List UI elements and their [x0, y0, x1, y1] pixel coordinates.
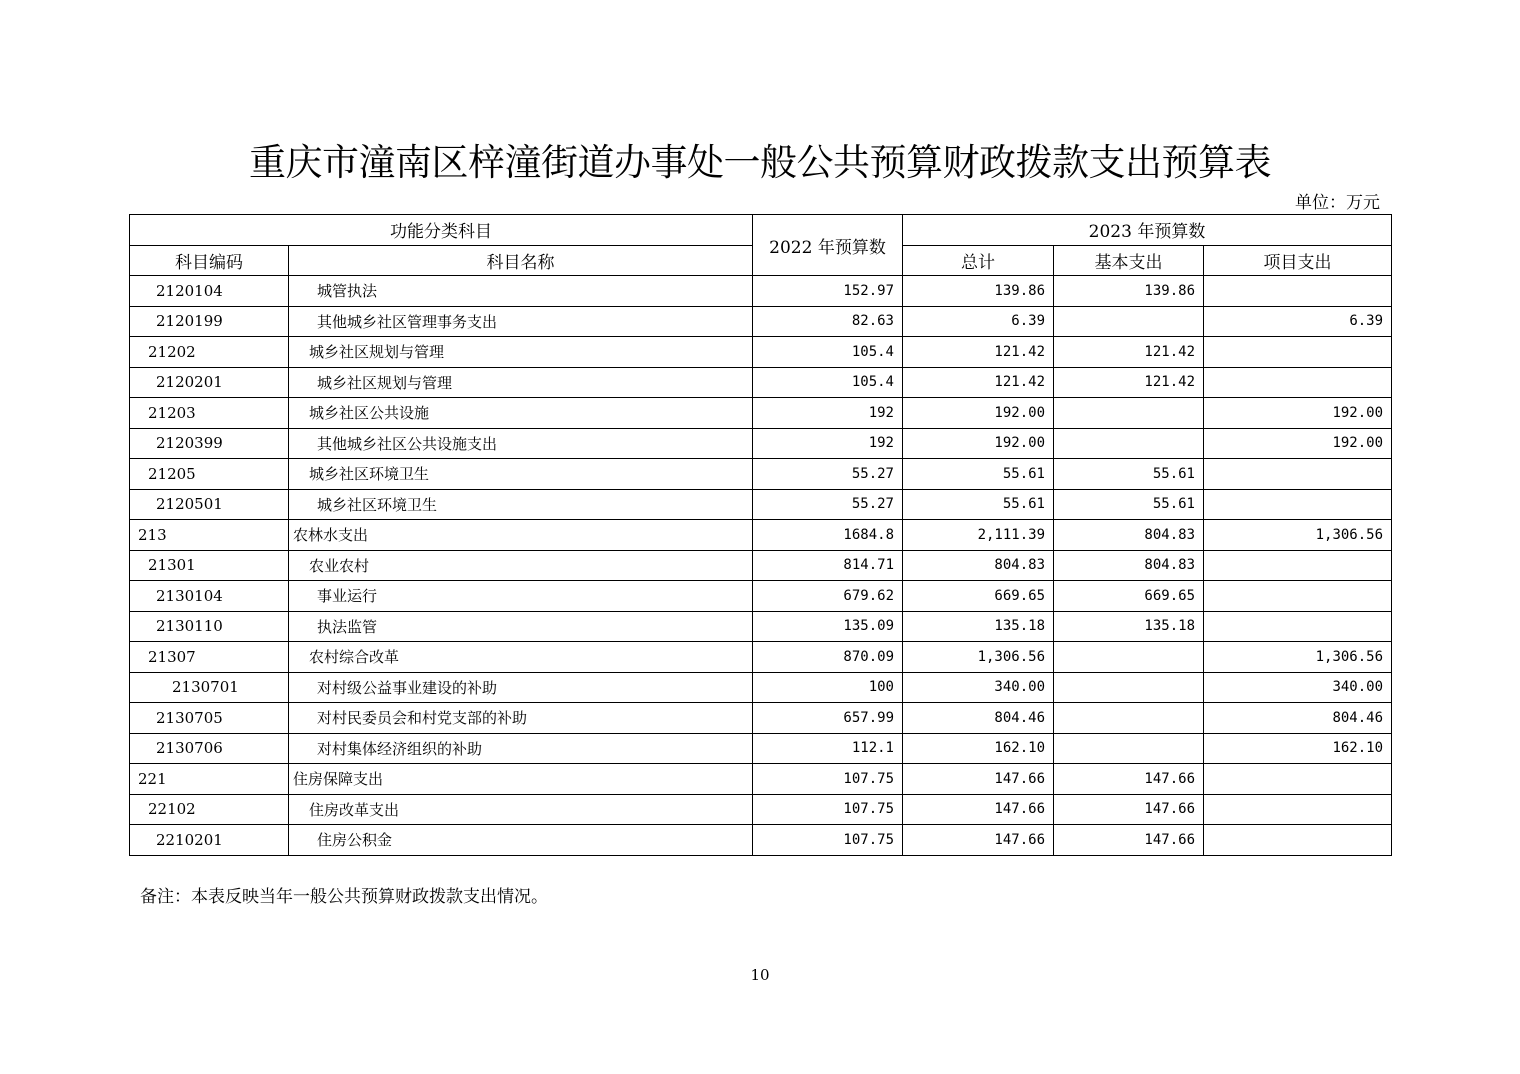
- header-project: 项目支出: [1204, 245, 1392, 276]
- basic-cell: 139.86: [1054, 276, 1204, 307]
- project-cell: [1204, 825, 1392, 856]
- basic-cell: [1054, 428, 1204, 459]
- header-2022-budget: 2022 年预算数: [753, 215, 903, 276]
- code-cell: 21307: [130, 642, 289, 673]
- basic-cell: [1054, 642, 1204, 673]
- total-cell: 2,111.39: [903, 520, 1054, 551]
- name-cell: 对村民委员会和村党支部的补助: [289, 703, 753, 734]
- basic-cell: [1054, 398, 1204, 429]
- total-cell: 340.00: [903, 672, 1054, 703]
- basic-cell: 121.42: [1054, 367, 1204, 398]
- budget-2022-cell: 105.4: [753, 367, 903, 398]
- project-cell: 340.00: [1204, 672, 1392, 703]
- name-cell: 其他城乡社区公共设施支出: [289, 428, 753, 459]
- budget-2022-cell: 135.09: [753, 611, 903, 642]
- table-row: [130, 337, 1392, 368]
- project-cell: [1204, 794, 1392, 825]
- budget-2022-cell: 192: [753, 428, 903, 459]
- code-cell: 2210201: [130, 825, 289, 856]
- budget-2022-cell: 192: [753, 398, 903, 429]
- budget-2022-cell: 107.75: [753, 825, 903, 856]
- code-cell: 21203: [130, 398, 289, 429]
- table-row: [130, 642, 1392, 673]
- unit-label: 单位：万元: [1295, 193, 1380, 213]
- project-cell: [1204, 550, 1392, 581]
- budget-2022-cell: 679.62: [753, 581, 903, 612]
- footnote: 备注：本表反映当年一般公共预算财政拨款支出情况。: [140, 887, 548, 907]
- table-row: [130, 550, 1392, 581]
- total-cell: 1,306.56: [903, 642, 1054, 673]
- total-cell: 135.18: [903, 611, 1054, 642]
- name-cell: 城乡社区规划与管理: [289, 337, 753, 368]
- table-row: [130, 611, 1392, 642]
- budget-2022-cell: 55.27: [753, 489, 903, 520]
- budget-2022-cell: 870.09: [753, 642, 903, 673]
- name-cell: 事业运行: [289, 581, 753, 612]
- table-row: [130, 733, 1392, 764]
- table-row: [130, 306, 1392, 337]
- total-cell: 804.46: [903, 703, 1054, 734]
- table-row: [130, 489, 1392, 520]
- total-cell: 669.65: [903, 581, 1054, 612]
- total-cell: 55.61: [903, 489, 1054, 520]
- header-2023-budget: 2023 年预算数: [903, 215, 1392, 246]
- name-cell: 执法监管: [289, 611, 753, 642]
- budget-2022-cell: 107.75: [753, 794, 903, 825]
- basic-cell: 804.83: [1054, 550, 1204, 581]
- code-cell: 21202: [130, 337, 289, 368]
- total-cell: 147.66: [903, 825, 1054, 856]
- budget-2022-cell: 1684.8: [753, 520, 903, 551]
- project-cell: [1204, 367, 1392, 398]
- table-row: [130, 398, 1392, 429]
- basic-cell: 147.66: [1054, 825, 1204, 856]
- budget-table: [129, 214, 1392, 856]
- project-cell: 162.10: [1204, 733, 1392, 764]
- total-cell: 121.42: [903, 367, 1054, 398]
- basic-cell: [1054, 306, 1204, 337]
- project-cell: 804.46: [1204, 703, 1392, 734]
- name-cell: 住房改革支出: [289, 794, 753, 825]
- header-total: 总计: [903, 245, 1054, 276]
- total-cell: 139.86: [903, 276, 1054, 307]
- budget-2022-cell: 152.97: [753, 276, 903, 307]
- basic-cell: [1054, 672, 1204, 703]
- project-cell: [1204, 581, 1392, 612]
- code-cell: 213: [130, 520, 289, 551]
- basic-cell: 147.66: [1054, 794, 1204, 825]
- name-cell: 农业农村: [289, 550, 753, 581]
- total-cell: 192.00: [903, 398, 1054, 429]
- basic-cell: [1054, 703, 1204, 734]
- project-cell: 192.00: [1204, 428, 1392, 459]
- budget-2022-cell: 55.27: [753, 459, 903, 490]
- table-body: [130, 276, 1392, 856]
- header-code: 科目编码: [130, 245, 289, 276]
- name-cell: 对村级公益事业建设的补助: [289, 672, 753, 703]
- code-cell: 22102: [130, 794, 289, 825]
- code-cell: 221: [130, 764, 289, 795]
- header-function-group: 功能分类科目: [130, 215, 753, 246]
- name-cell: 城乡社区环境卫生: [289, 459, 753, 490]
- total-cell: 192.00: [903, 428, 1054, 459]
- code-cell: 2130705: [130, 703, 289, 734]
- budget-2022-cell: 100: [753, 672, 903, 703]
- table-row: [130, 581, 1392, 612]
- name-cell: 城乡社区规划与管理: [289, 367, 753, 398]
- total-cell: 55.61: [903, 459, 1054, 490]
- page-title: 重庆市潼南区梓潼街道办事处一般公共预算财政拨款支出预算表: [249, 141, 1271, 184]
- basic-cell: 804.83: [1054, 520, 1204, 551]
- basic-cell: 135.18: [1054, 611, 1204, 642]
- basic-cell: 55.61: [1054, 489, 1204, 520]
- name-cell: 农林水支出: [289, 520, 753, 551]
- code-cell: 2130110: [130, 611, 289, 642]
- total-cell: 121.42: [903, 337, 1054, 368]
- basic-cell: 669.65: [1054, 581, 1204, 612]
- total-cell: 6.39: [903, 306, 1054, 337]
- name-cell: 城管执法: [289, 276, 753, 307]
- page-number: 10: [750, 966, 770, 984]
- code-cell: 21301: [130, 550, 289, 581]
- code-cell: 2120104: [130, 276, 289, 307]
- budget-2022-cell: 657.99: [753, 703, 903, 734]
- code-cell: 2130104: [130, 581, 289, 612]
- basic-cell: 147.66: [1054, 764, 1204, 795]
- table-row: [130, 459, 1392, 490]
- total-cell: 147.66: [903, 764, 1054, 795]
- code-cell: 2120199: [130, 306, 289, 337]
- basic-cell: 55.61: [1054, 459, 1204, 490]
- code-cell: 21205: [130, 459, 289, 490]
- name-cell: 其他城乡社区管理事务支出: [289, 306, 753, 337]
- project-cell: [1204, 764, 1392, 795]
- project-cell: [1204, 459, 1392, 490]
- project-cell: 1,306.56: [1204, 520, 1392, 551]
- basic-cell: [1054, 733, 1204, 764]
- table-row: [130, 428, 1392, 459]
- code-cell: 2120399: [130, 428, 289, 459]
- total-cell: 162.10: [903, 733, 1054, 764]
- name-cell: 对村集体经济组织的补助: [289, 733, 753, 764]
- name-cell: 住房公积金: [289, 825, 753, 856]
- budget-2022-cell: 814.71: [753, 550, 903, 581]
- table-row: [130, 367, 1392, 398]
- budget-2022-cell: 112.1: [753, 733, 903, 764]
- name-cell: 城乡社区环境卫生: [289, 489, 753, 520]
- project-cell: [1204, 489, 1392, 520]
- table-row: [130, 276, 1392, 307]
- table-row: [130, 825, 1392, 856]
- header-basic: 基本支出: [1054, 245, 1204, 276]
- code-cell: 2130701: [130, 672, 289, 703]
- name-cell: 城乡社区公共设施: [289, 398, 753, 429]
- total-cell: 147.66: [903, 794, 1054, 825]
- project-cell: [1204, 276, 1392, 307]
- code-cell: 2120201: [130, 367, 289, 398]
- table-row: [130, 794, 1392, 825]
- project-cell: 1,306.56: [1204, 642, 1392, 673]
- name-cell: 农村综合改革: [289, 642, 753, 673]
- budget-2022-cell: 107.75: [753, 764, 903, 795]
- code-cell: 2130706: [130, 733, 289, 764]
- header-name: 科目名称: [289, 245, 753, 276]
- project-cell: [1204, 337, 1392, 368]
- total-cell: 804.83: [903, 550, 1054, 581]
- budget-2022-cell: 82.63: [753, 306, 903, 337]
- table-row: [130, 764, 1392, 795]
- table-row: [130, 672, 1392, 703]
- table-row: [130, 703, 1392, 734]
- table-row: [130, 520, 1392, 551]
- budget-2022-cell: 105.4: [753, 337, 903, 368]
- name-cell: 住房保障支出: [289, 764, 753, 795]
- project-cell: 6.39: [1204, 306, 1392, 337]
- project-cell: 192.00: [1204, 398, 1392, 429]
- code-cell: 2120501: [130, 489, 289, 520]
- basic-cell: 121.42: [1054, 337, 1204, 368]
- project-cell: [1204, 611, 1392, 642]
